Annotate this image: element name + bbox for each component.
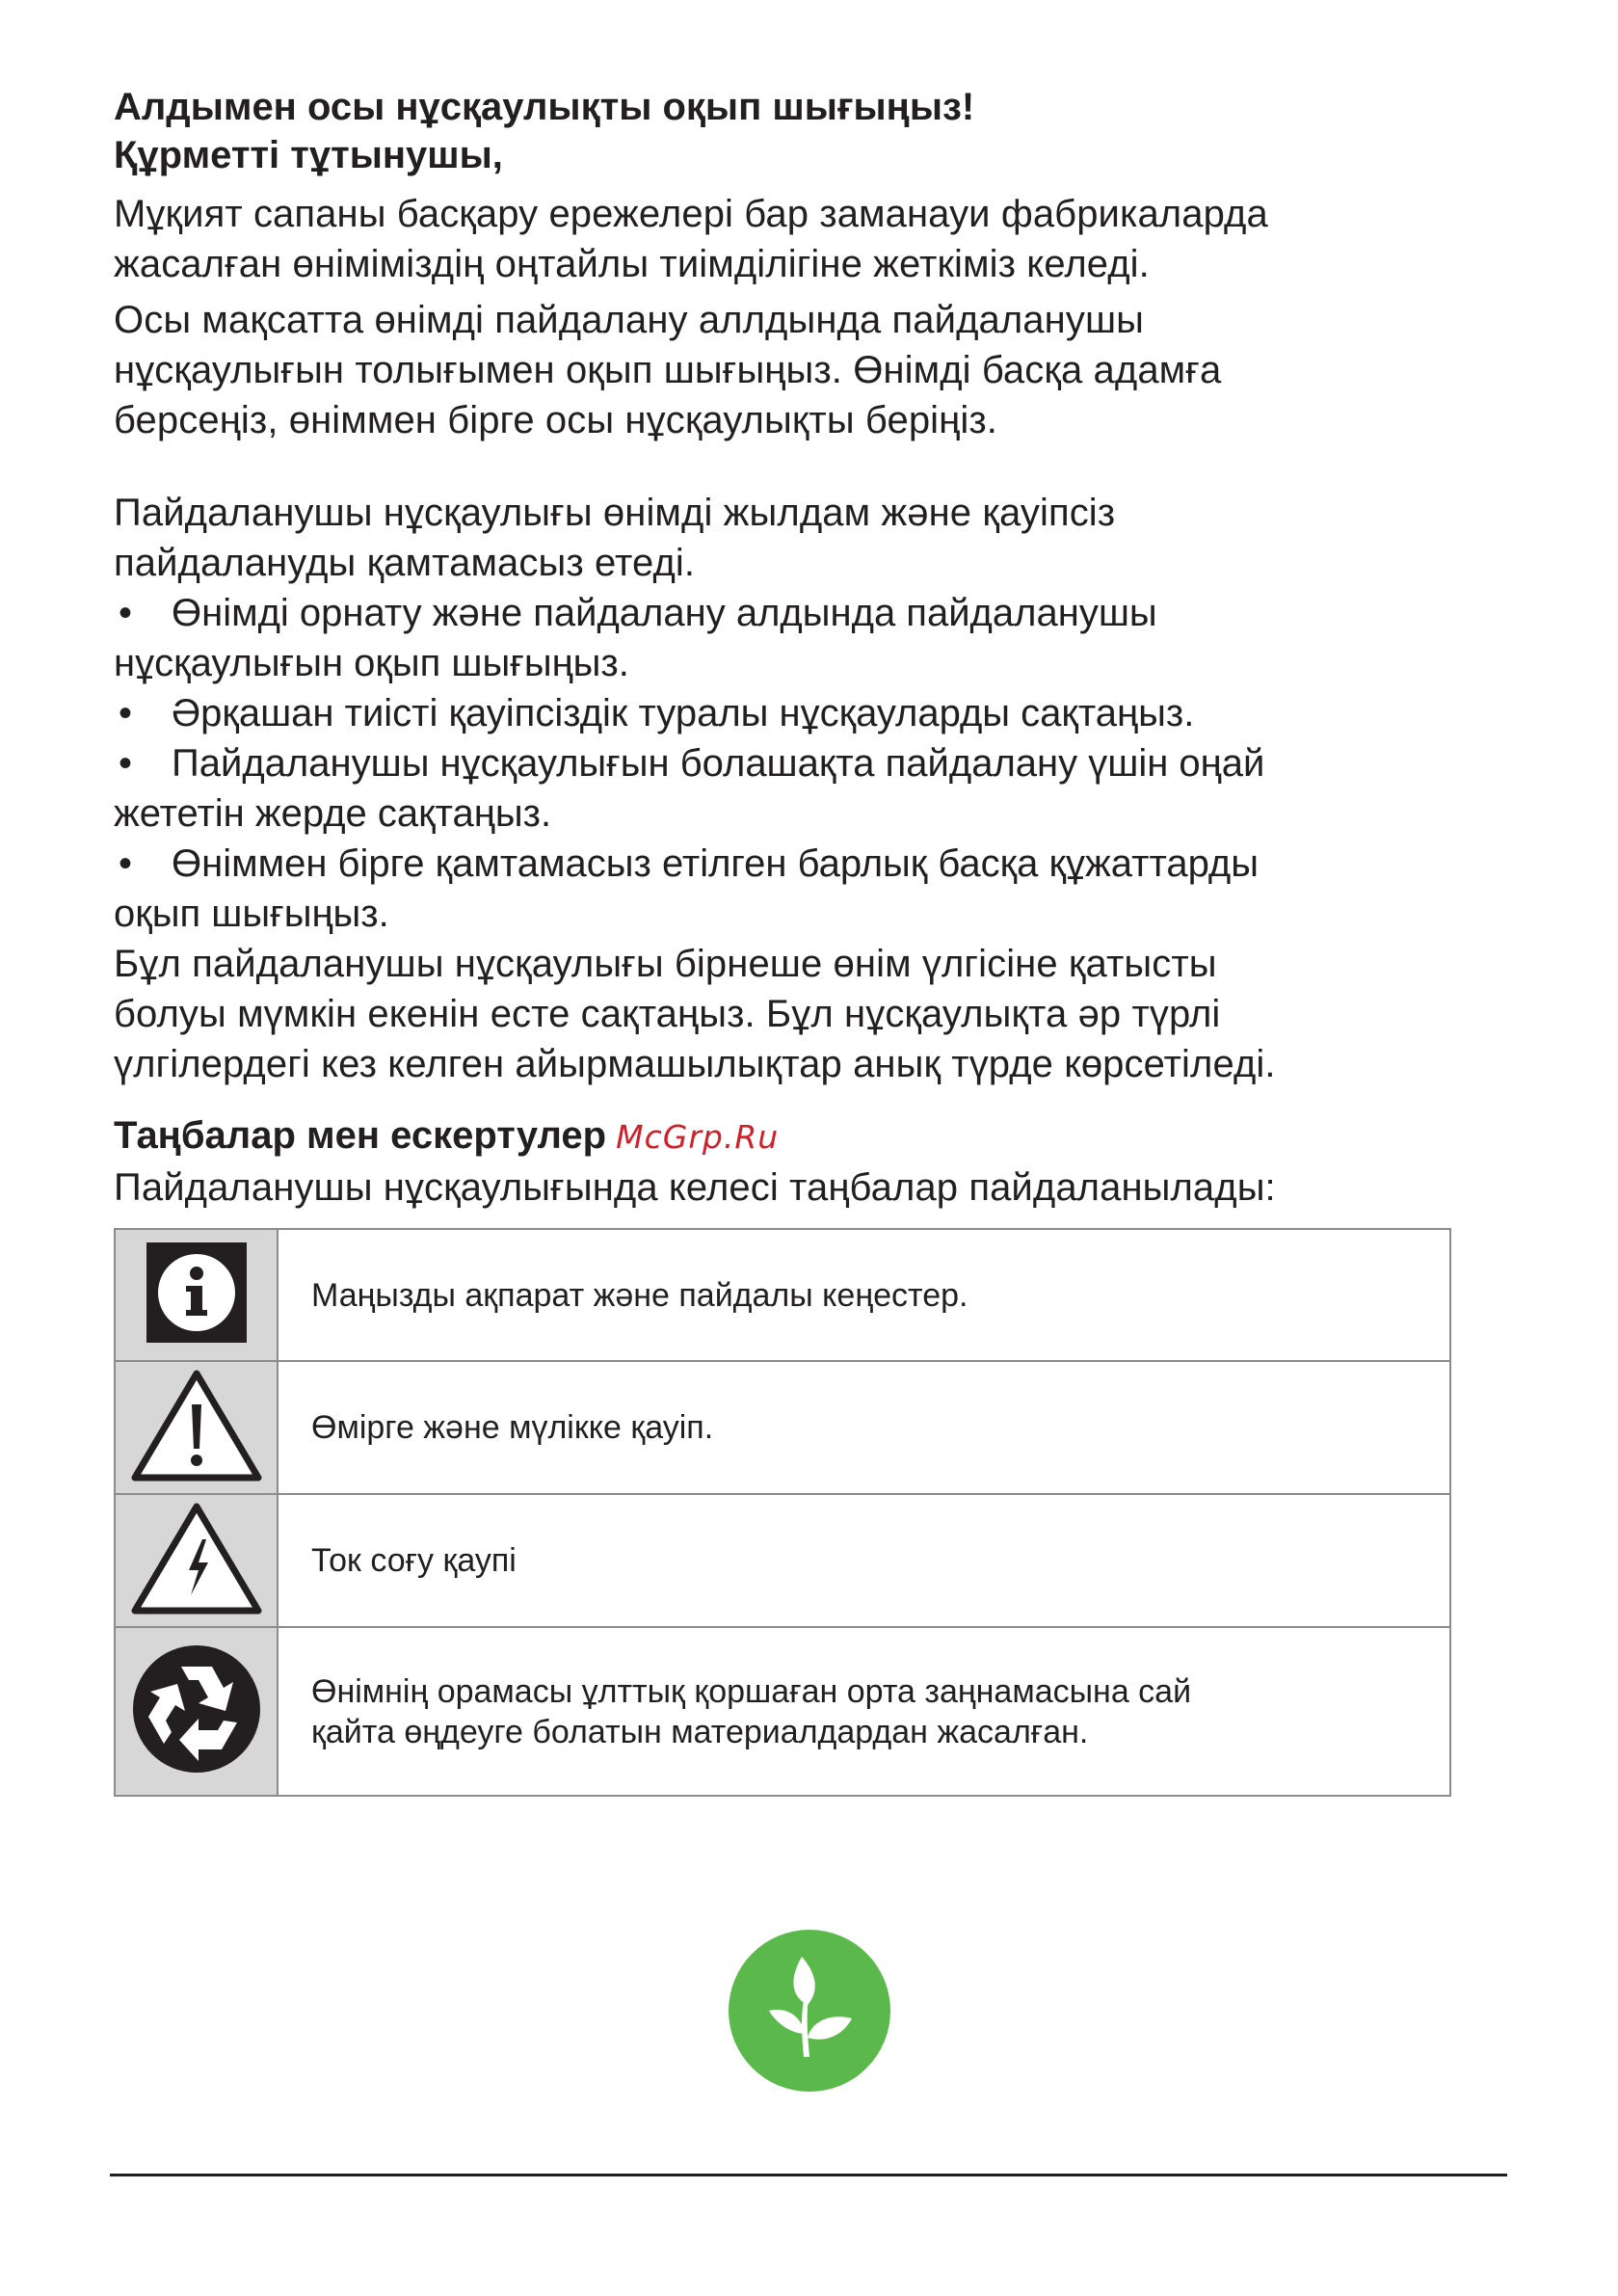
note-paragraph: Бұл пайдаланушы нұсқаулығы бiрнеше өнiм үлгiсiне қатысты болуы мүмкiн екенiн есте сақтаңыз. Бұл нұсқаулықта әр түрлi үлгiлердегi кез келген айырмашылықтар анық түрде көрсетiледi. (114, 943, 1276, 1085)
symbols-table (114, 1228, 1451, 1797)
bullet-dot: • (119, 592, 133, 634)
symbol-description: Ток соғу қаупi (278, 1494, 1450, 1627)
table-row (115, 1229, 1450, 1361)
intro-paragraph-3: Пайдаланушы нұсқаулығы өнiмдi жылдам және қауiпсiз пайдалануды қамтамасыз етедi. (114, 492, 1116, 584)
icon-cell (115, 1361, 278, 1494)
table-row (115, 1361, 1450, 1494)
symbol-description: Маңызды ақпарат және пайдалы кеңестер. (278, 1229, 1450, 1361)
icon-cell (115, 1627, 278, 1796)
eco-leaf-icon (729, 1930, 890, 2092)
intro-paragraph-2: Осы мақсатта өнiмдi пайдалану аллдында пайдаланушы нұсқаулығын толығымен оқып шығыңыз. Өнiмдi басқа адамға берсеңiз, өнiммен бiрге осы нұсқаулықты берiңiз. (114, 299, 1222, 441)
list-item: • Өнiмдi орнату және пайдалану алдында пайдаланушы нұсқаулығын оқып шығыңыз. (114, 588, 1521, 688)
list-item: • Әрқашан тиiстi қауiпсiздiк туралы нұсқауларды сақтаңыз. (114, 688, 1521, 738)
symbol-description: Өнiмнiң орамасы ұлттық қоршаған орта заңнамасына сай қайта өңдеуге болатын материалдардан жасалған. (278, 1627, 1450, 1796)
electric-shock-icon (131, 1501, 262, 1616)
recycle-icon (131, 1643, 262, 1775)
icon-cell (115, 1494, 278, 1627)
section-intro: Пайдаланушы нұсқаулығында келесi таңбалар пайдаланылады: (114, 1166, 1276, 1209)
list-item: • Пайдаланушы нұсқаулығын болашақта пайдалану үшiн оңай жететiн жерде сақтаңыз. (114, 738, 1521, 839)
footer-rule (110, 2174, 1507, 2176)
table-row (115, 1627, 1450, 1796)
bullet-dot: • (119, 742, 133, 785)
bullet-list (114, 588, 1521, 939)
bullet-dot: • (119, 692, 133, 734)
warning-icon (131, 1368, 262, 1483)
bullet-dot: • (119, 842, 133, 885)
greeting: Құрметті тұтынушы, (114, 134, 503, 176)
table-row (115, 1494, 1450, 1627)
info-icon (145, 1241, 249, 1345)
page-title: Алдымен осы нұсқаулықты оқып шығыңыз! (114, 86, 975, 128)
watermark: McGrp.Ru (616, 1118, 780, 1156)
section-title: Таңбалар мен ескертулер McGrp.Ru (114, 1114, 780, 1157)
page-content (114, 83, 1521, 1797)
intro-paragraph-1: Мұқият сапаны басқару ережелері бар заманауи фабрикаларда жасалған өнiмiмiздiң оңтайлы тиiмдiлiгiне жеткiмiз келедi. (114, 193, 1268, 285)
icon-cell (115, 1229, 278, 1361)
list-item: • Өнiммен бiрге қамтамасыз етiлген барлық басқа құжаттарды оқып шығыңыз. (114, 839, 1521, 939)
symbol-description: Өмiрге және мүлiкке қауiп. (278, 1361, 1450, 1494)
